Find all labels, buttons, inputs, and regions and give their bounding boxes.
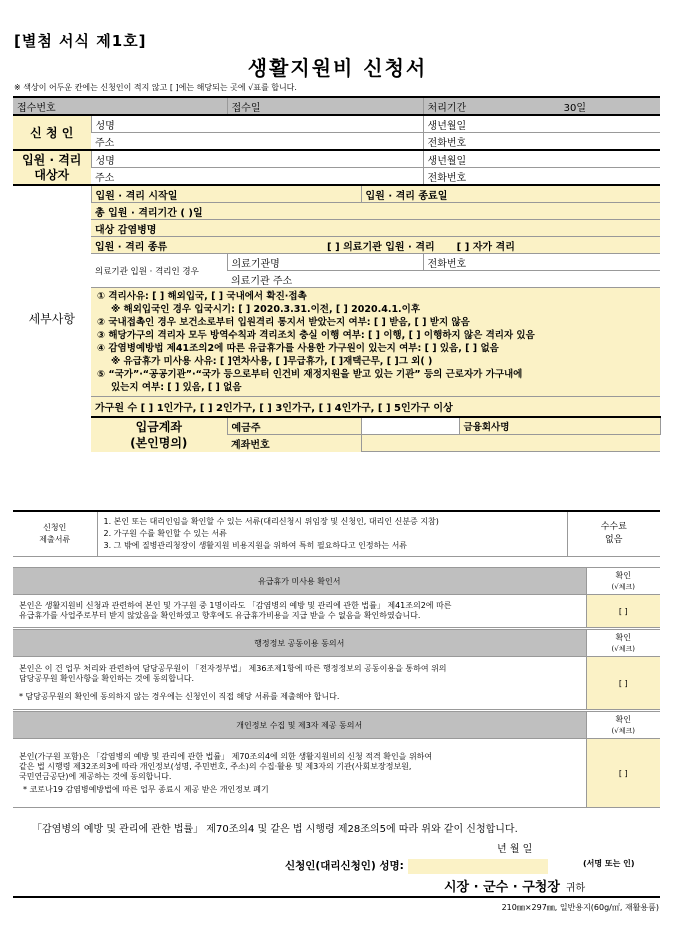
start-date-field[interactable]: 입원 · 격리 시작일 [91,185,361,203]
date-line[interactable]: 년 월 일 [497,844,533,855]
receipt-period-value: 30일 [563,102,587,114]
end-date-field[interactable]: 입원 · 격리 종료일 [361,185,660,203]
patient-birth-field[interactable]: 생년월일 [423,150,660,168]
main-table [13,96,660,452]
receipt-row [13,97,660,115]
section-admin-info [13,629,660,710]
hospital-case-label: 의료기관 입원 · 격리인 경우 [91,254,227,288]
signer-name-field[interactable] [408,859,548,874]
applicant-label: 신 청 인 [13,115,91,150]
details-label: 세부사항 [13,185,91,452]
patient-phone-field[interactable]: 전화번호 [423,168,660,186]
receipt-period-label: 처리기간 [427,102,467,114]
applicant-addr-field[interactable]: 주소 [91,133,423,151]
patient-label: 입원 · 격리 대상자 [13,150,91,185]
paid-leave-body: 본인은 생활지원비 신청과 관련하여 본인 및 가구원 중 1명이라도 「감염병의 예방 및 관리에 관한 법률」 제41조의2에 따른 유급휴가를 사업주로부터 받지 않았음을 확인하였고 향후에도 유급휴가비용을 지급 받을 수 없음을 확인하였습니다. [13,595,586,628]
form-note: ※ 색상이 어두운 칸에는 신청인이 적지 않고 [ ]에는 해당되는 곳에 √표를 합니다. [14,83,297,92]
form-number: [별첨 서식 제1호] [14,32,147,50]
hospital-addr-field[interactable]: 의료기관 주소 [227,271,660,288]
holder-field[interactable] [361,417,459,435]
patient-addr-field[interactable]: 주소 [91,168,423,186]
receipt-period [423,97,660,115]
personal-info-checkbox[interactable]: [ ] [586,739,660,808]
details-questions [91,288,660,397]
type-options[interactable]: [ ] 의료기관 입원 · 격리 [ ] 자가 격리 [227,237,660,254]
section-paid-leave [13,567,660,628]
fee: 수수료 없음 [567,511,660,557]
question-3[interactable]: ③ 해당가구의 격리자 모두 방역수칙과 격리조치 충실 이행 여부: [ ] 이행, [ ] 이행하지 않은 격리자 있음 [97,330,535,341]
paid-leave-title: 유급휴가 미사용 확인서 [13,568,586,595]
question-5b[interactable]: 있는지 여부: [ ] 있음, [ ] 없음 [111,382,242,393]
documents-table [13,510,660,557]
form-title: 생활지원비 신청서 [247,56,428,80]
receipt-date-label: 접수일 [227,97,423,115]
question-5[interactable]: ⑤ “국가”·“공공기관”·“국가 등으로부터 인건비 재정지원을 받고 있는 기관” 등의 근로자가 가구내에 [97,369,523,380]
end-divider [13,896,660,898]
paid-leave-check-header: 확인 (√체크) [586,568,660,595]
signer-line [285,858,548,874]
admin-info-check-header: 확인 (√체크) [586,630,660,657]
holder-label: 예금주 [227,417,361,435]
statement: 「감염병의 예방 및 관리에 관한 법률」 제70조의4 및 같은 법 시행령 제28조의5에 따라 위와 같이 신청합니다. [32,824,518,835]
paper-spec: 210㎜×297㎜, 일반용지(60g/㎡, 재활용품) [501,903,659,912]
account-label: 계좌번호 [227,435,361,452]
disease-field[interactable]: 대상 감염병명 [91,220,660,237]
sign-note: (서명 또는 인) [583,859,635,868]
paid-leave-checkbox[interactable]: [ ] [586,595,660,628]
question-2[interactable]: ② 국내접촉인 경우 보건소로부터 입원격리 통지서 받았는지 여부: [ ] 받음, [ ] 받지 않음 [97,317,470,328]
patient-name-field[interactable]: 성명 [91,150,423,168]
recipient: 시장 · 군수 · 구청장 귀하 [444,880,586,895]
docs-list: 1. 본인 또는 대리인임을 확인할 수 있는 서류(대리신청시 위임장 및 신청인, 대리인 신분증 지참) 2. 가구원 수를 확인할 수 있는 서류 3. 그 밖에 질병관리청장이 생활지원 비용지원을 위하여 특히 필요하다고 인정하는 서류 [97,511,567,557]
personal-info-title: 개인정보 수집 및 제3자 제공 동의서 [13,712,586,739]
hospital-phone-field[interactable]: 전화번호 [423,254,660,271]
signer-label: 신청인(대리신청인) 성명: [285,860,404,872]
question-4[interactable]: ④ 감염병예방법 제41조의2에 따른 유급휴가를 사용한 가구원이 있는지 여부: [ ] 있음, [ ] 없음 [97,343,499,354]
docs-label: 신청인 제출서류 [13,511,97,557]
total-period-field[interactable]: 총 입원 · 격리기간 ( )일 [91,203,660,220]
bank-label: 입금계좌 (본인명의) [91,417,227,452]
admin-info-body: 본인은 이 건 업무 처리와 관련하여 담당공무원이 「전자정부법」 제36조제1항에 따른 행정정보의 공동이용을 통하여 위의 담당공무원 확인사항을 확인하는 것에 동의합니다. * 담당공무원의 확인에 동의하지 않는 경우에는 신청인이 직접 해당 서류를 제출해야 합니다. [13,657,586,710]
personal-info-body: 본인(가구원 포함)은 「감염병의 예방 및 관리에 관한 법률」 제70조의4에 의한 생활지원비의 신청 적격 확인을 위하여 같은 법 시행령 제32조의3에 따라 개인정보(성명, 주민번호, 주소)의 수집·활용 및 제3자의 기관(사회보장정보원, 국민연금공단)에 제공하는 것에 동의합니다. * 코로나19 감염병예방법에 따른 업무 종료시 제공 받은 개인정보 폐기 [13,739,586,808]
question-4b[interactable]: ※ 유급휴가 미사용 사유: [ ]연차사용, [ ]무급휴가, [ ]재택근무, [ ]그 외( ) [111,356,433,367]
admin-info-title: 행정정보 공동이용 동의서 [13,630,586,657]
bank-name-label: 금융회사명 [459,417,660,435]
receipt-no-label: 접수번호 [13,97,227,115]
applicant-name-field[interactable]: 성명 [91,115,423,133]
admin-info-checkbox[interactable]: [ ] [586,657,660,710]
type-label: 입원 · 격리 종류 [91,237,227,254]
household-field[interactable]: 가구원 수 [ ] 1인가구, [ ] 2인가구, [ ] 3인가구, [ ] 4인가구, [ ] 5인가구 이상 [91,397,660,418]
section-personal-info [13,711,660,808]
question-1b[interactable]: ※ 해외입국인 경우 입국시기: [ ] 2020.3.31.이전, [ ] 2020.4.1.이후 [111,304,421,315]
hospital-name-field[interactable]: 의료기관명 [227,254,423,271]
question-1[interactable]: ① 격리사유: [ ] 해외입국, [ ] 국내에서 확진·접촉 [97,291,307,302]
applicant-birth-field[interactable]: 생년월일 [423,115,660,133]
applicant-phone-field[interactable]: 전화번호 [423,133,660,151]
account-field[interactable] [361,435,660,452]
personal-info-check-header: 확인 (√체크) [586,712,660,739]
